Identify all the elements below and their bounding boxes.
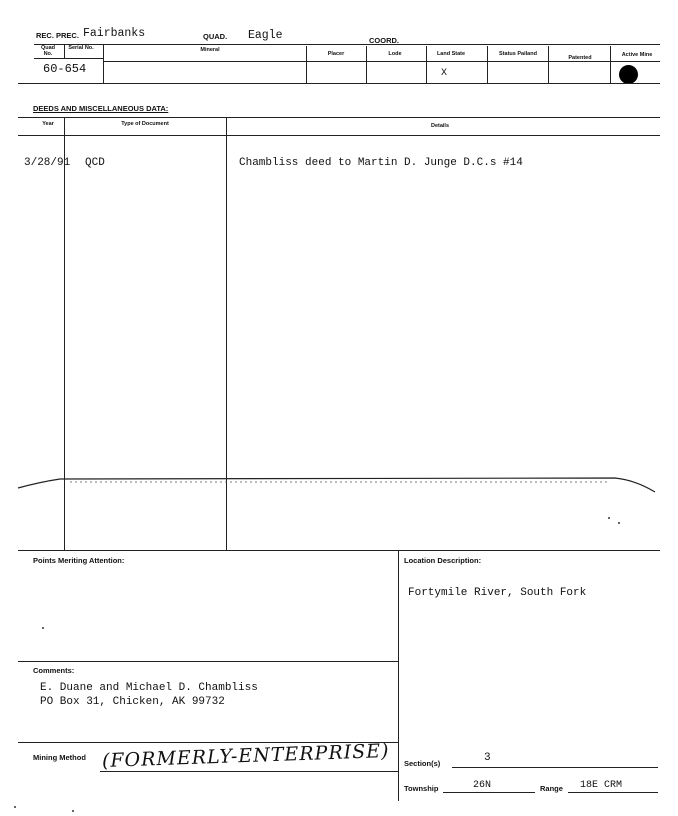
deeds-section-title: DEEDS AND MISCELLANEOUS DATA: (33, 104, 169, 113)
col-year: Year (42, 121, 54, 127)
mining-method-label: Mining Method (33, 753, 86, 762)
header-vline-4 (366, 46, 367, 83)
location-description-label: Location Description: (404, 556, 482, 565)
location-description-value: Fortymile River, South Fork (408, 587, 587, 599)
header-vline-3 (306, 46, 307, 83)
col-mineral: Mineral (200, 47, 220, 53)
scan-speck (42, 627, 44, 629)
coord-label: COORD. (369, 36, 399, 45)
col-patented: Patented (568, 55, 592, 61)
header-vline-7 (548, 46, 549, 83)
points-meriting-label: Points Meriting Attention: (33, 556, 125, 565)
col-type-of-document: Type of Document (121, 121, 169, 127)
header-col-rule-b (104, 61, 660, 62)
section-label: Section(s) (404, 759, 441, 768)
rec-prec-value: Fairbanks (83, 27, 146, 40)
township-label: Township (404, 784, 439, 793)
land-state-value: X (441, 68, 448, 79)
col-quad-no: Quad No. (40, 45, 56, 57)
scan-speck (608, 517, 610, 519)
mining-method-handwritten: (FORMERLY-ENTERPRISE) (101, 739, 390, 772)
header-vline-6 (487, 46, 488, 83)
deed-type: QCD (85, 157, 105, 169)
header-vline-5 (426, 46, 427, 83)
comments-top-rule (18, 661, 398, 662)
quad-no-value: 60-654 (43, 62, 87, 76)
section-underline (452, 767, 658, 768)
deeds-header-rule (18, 135, 660, 136)
header-bottom-rule (18, 83, 660, 84)
header-vline-1 (64, 45, 65, 58)
comments-line-2: PO Box 31, Chicken, AK 99732 (40, 696, 225, 708)
col-lode: Lode (388, 51, 402, 57)
quad-value: Eagle (248, 29, 283, 42)
mining-underline (100, 771, 398, 772)
range-value: 18E CRM (580, 780, 623, 791)
col-serial-no: Serial No. (68, 45, 94, 51)
deeds-bottom-rule (18, 550, 660, 551)
active-mine-filled-dot (619, 65, 638, 84)
deed-year: 3/28/91 (24, 157, 71, 169)
deed-details: Chambliss deed to Martin D. Junge D.C.s #14 (239, 157, 523, 169)
township-value: 26N (473, 780, 492, 791)
section-value: 3 (484, 752, 491, 764)
page-fold-line (0, 470, 678, 500)
header-vline-2 (103, 45, 104, 83)
township-underline (443, 792, 535, 793)
scan-speck (14, 806, 16, 808)
col-status-pailand: Status Pailand (499, 51, 537, 57)
comments-label: Comments: (33, 666, 75, 675)
col-land-state: Land State (436, 51, 466, 57)
rec-prec-label: REC. PREC. (36, 31, 79, 40)
col-details: Details (430, 123, 450, 129)
deeds-top-rule (18, 117, 660, 118)
scan-speck (72, 810, 74, 812)
col-placer: Placer (327, 51, 345, 57)
scan-speck (618, 522, 620, 524)
col-active-mine: Active Mine (621, 52, 653, 58)
quad-label: QUAD. (203, 32, 228, 41)
range-underline (568, 792, 658, 793)
header-top-rule (34, 44, 660, 45)
lower-vline-divider (398, 551, 399, 801)
header-col-rule-a (34, 58, 104, 59)
header-vline-8 (610, 46, 611, 83)
comments-line-1: E. Duane and Michael D. Chambliss (40, 682, 258, 694)
range-label: Range (540, 784, 563, 793)
